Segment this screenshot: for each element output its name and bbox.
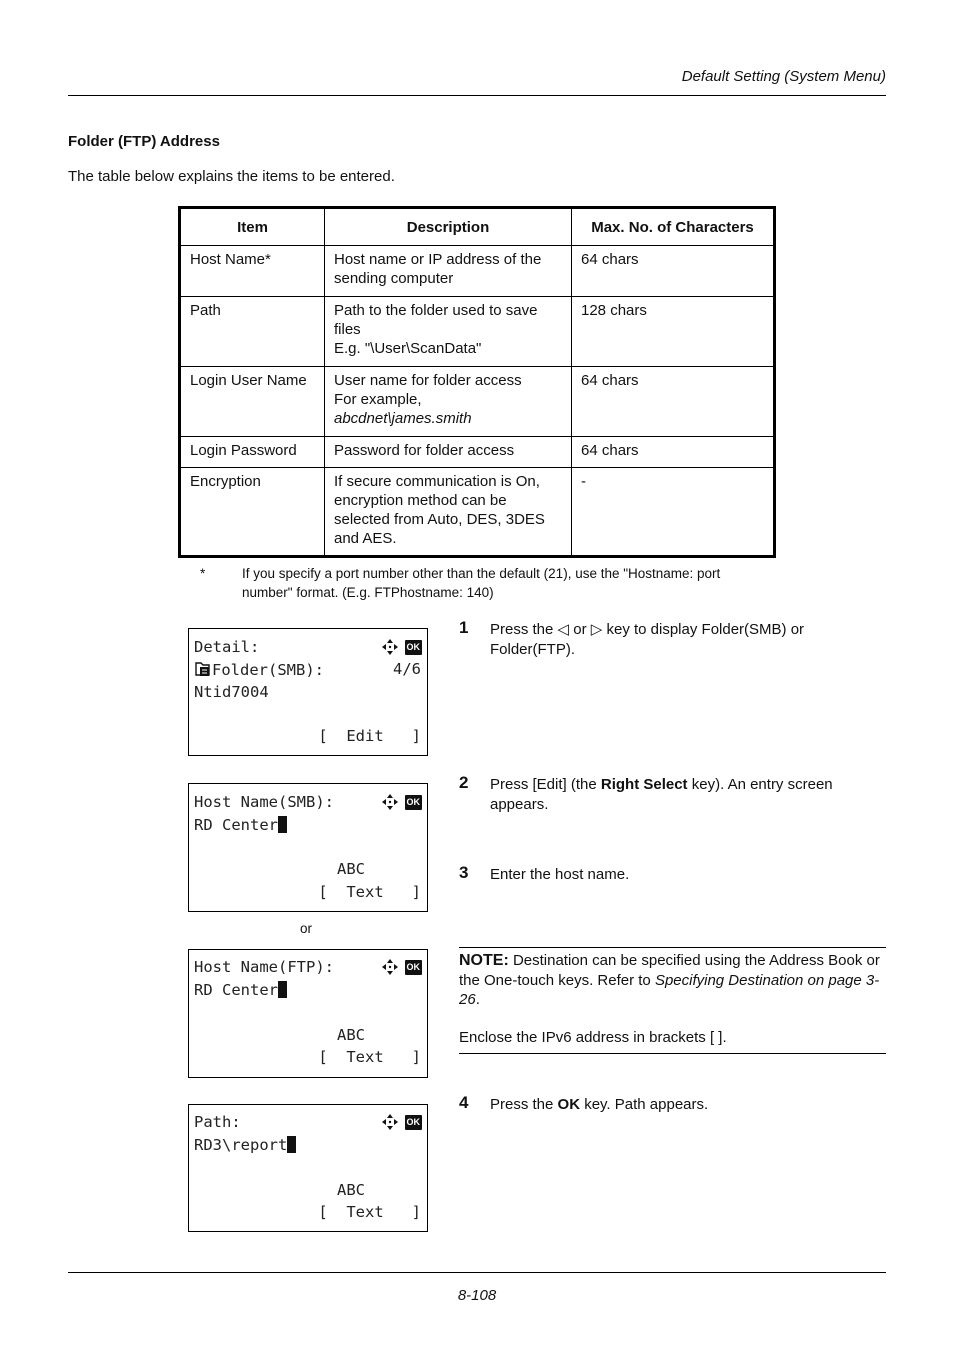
step-text-part: or [569,621,591,638]
step-number: 3 [459,863,469,882]
panel-screen-host-ftp [188,949,428,1078]
description-line: Host name or IP address of the sending computer [334,251,542,287]
step-text-part: key. Path appears. [580,1096,709,1113]
key-name: OK [557,1096,581,1113]
note-text: . [475,991,480,1008]
note-paragraph: Enclose the IPv6 address in brackets [ ]. [459,1029,727,1046]
screen-status-icons [381,638,423,656]
softkey-edit[interactable]: [ Edit ] [318,727,421,745]
step-number: 1 [459,618,469,637]
panel-screen-detail [188,628,428,756]
input-mode: ABC [337,860,365,878]
cell-max: 64 chars [572,367,775,437]
description-line: If secure communication is On, encryption method can be selected from Auto, DES, 3DES and AES. [334,473,545,547]
cell-item: Login Password [180,437,325,468]
description-line: E.g. "\User\ScanData" [334,340,482,357]
header-rule [68,95,886,96]
footnote-text: If you specify a port number other than the default (21), use the "Hostname: port number" format. (E.g. FTPhostname: 140) [242,566,721,600]
description-line: Password for folder access [334,442,515,459]
cross-key-icon [381,638,399,656]
softkey-text[interactable]: [ Text ] [318,1048,421,1066]
column-header: Description [325,208,572,246]
cell-description [325,246,572,297]
screen-line [194,660,324,679]
page-number: 8-108 [457,1287,497,1304]
screen-page-indicator: 4/6 [393,660,421,678]
right-arrow-key-icon: ▷ [590,621,603,638]
step-text-part: key). An entry screen appears. [490,776,833,813]
note-paragraph [459,951,886,1010]
screen-line: Host Name(FTP): [194,958,334,976]
column-header: Max. No. of Characters [572,208,775,246]
section-title: Folder (FTP) Address [68,133,220,150]
ok-icon: OK [405,960,423,975]
text-cursor [278,981,287,998]
step-number: 4 [459,1093,469,1112]
cell-item: Host Name* [180,246,325,297]
screen-line: Detail: [194,638,260,656]
cell-description [325,437,572,468]
softkey-text[interactable]: [ Text ] [318,883,421,901]
screen-input-line[interactable] [194,1136,296,1154]
cross-key-icon [381,958,399,976]
ok-icon: OK [405,1115,423,1130]
panel-screen-path [188,1104,428,1232]
step-text [490,620,870,660]
cell-item: Login User Name [180,367,325,437]
screen-status-icons [381,1113,423,1131]
input-mode: ABC [337,1181,365,1199]
input-mode: ABC [337,1026,365,1044]
screen-input-line[interactable] [194,816,287,834]
items-table [178,206,776,558]
cell-item: Encryption [180,468,325,557]
cell-max: 64 chars [572,246,775,297]
text-cursor [287,1136,296,1153]
description-line: Path to the folder used to save files [334,302,538,338]
column-header: Item [180,208,325,246]
footnote-mark: * [200,566,206,581]
header-title: Default Setting (System Menu) [681,68,886,85]
screen-input-text: RD Center [194,981,278,999]
cell-max: - [572,468,775,557]
step-text-part: Press the [490,621,558,638]
note-box [459,947,886,1054]
table-header-row [180,208,775,246]
step-number: 2 [459,773,469,792]
cross-key-icon [381,1113,399,1131]
screen-line: Path: [194,1113,241,1131]
table-row [180,367,775,437]
ok-icon: OK [405,795,423,810]
cross-key-icon [381,793,399,811]
screen-input-line[interactable] [194,981,287,999]
table-row [180,468,775,557]
softkey-text[interactable]: [ Text ] [318,1203,421,1221]
screen-line: Ntid7004 [194,683,269,701]
cell-description [325,297,572,367]
note-text: Destination can be specified using the Address Book or the One-touch keys. Refer to [459,952,880,989]
screen-status-icons [381,958,423,976]
intro-text: The table below explains the items to be entered. [68,168,395,185]
step-text-part: key to display Folder(SMB) or Folder(FTP). [490,621,805,658]
description-line: User name for folder access [334,372,522,389]
key-name: Right Select [600,776,688,793]
table-row [180,246,775,297]
panel-screen-host-smb [188,783,428,912]
cell-max: 64 chars [572,437,775,468]
step-text [490,1095,870,1115]
description-line: abcdnet\james.smith [334,410,472,427]
table-row [180,297,775,367]
screen-text: Folder(SMB): [212,661,324,679]
step-text [490,775,870,815]
text-cursor [278,816,287,833]
note-reference: Specifying Destination on page 3-26 [459,971,880,1008]
description-line: For example, [334,391,422,408]
left-arrow-key-icon: ◁ [557,621,570,638]
or-label: or [300,921,313,936]
screen-input-text: RD3\report [194,1136,288,1154]
screen-input-text: RD Center [194,816,278,834]
step-text-part: Press [Edit] (the [490,776,601,793]
cell-description [325,468,572,557]
ok-icon: OK [405,640,423,655]
step-text-part: Press the [490,1096,558,1113]
cell-max: 128 chars [572,297,775,367]
cell-item: Path [180,297,325,367]
note-label: NOTE: [459,952,509,969]
step-text: Enter the host name. [490,866,630,883]
screen-status-icons [381,793,423,811]
folder-icon [194,660,212,678]
cell-description [325,367,572,437]
screen-line: Host Name(SMB): [194,793,334,811]
footer-rule [68,1272,886,1273]
table-row [180,437,775,468]
